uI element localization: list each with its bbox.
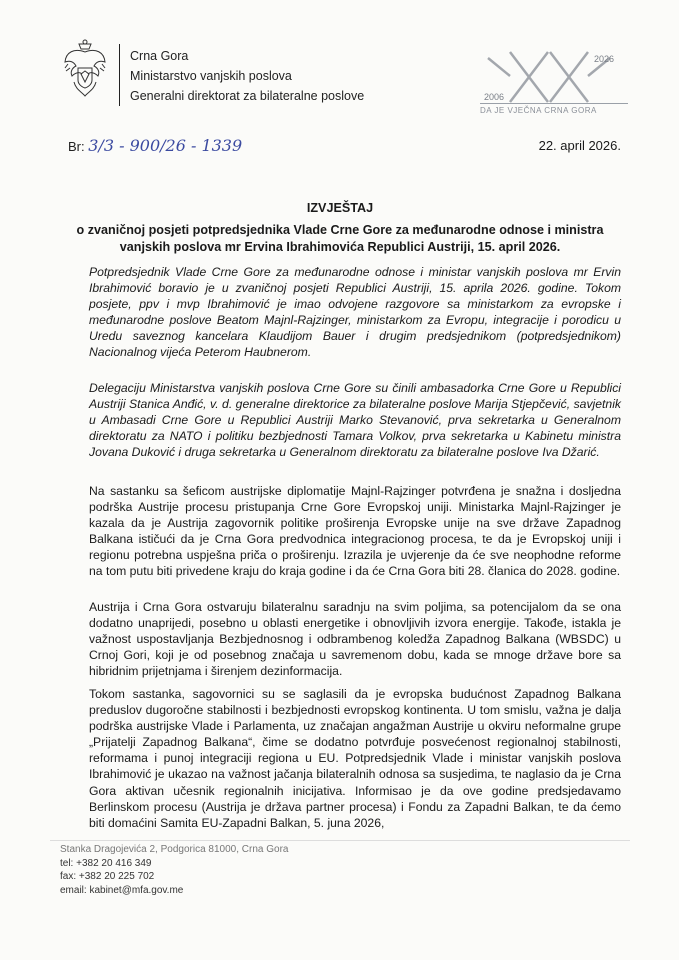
paragraph-regional: Tokom sastanka, sagovornici su se saglasili da je evropska budućnost Zapadnog Balkana preduslov dugoročne stabilnosti i bezbjednosti evropskog kontinenta. U tom smislu, važna je dalja podrška austrijske Vlade i Parlamenta, uz značajan angažman Austrije u okviru neformalne grupe „Prijatelji Zapadnog Balkana“, čime se dodatno potvrđuje posvećenost regionalnoj stabilnosti, reformama i punoj integraciji regiona u EU. Potpredsjednik Vlade i ministar vanjskih poslova Ibrahimović je ukazao na važnost jačanja bilateralnih odnosa sa susjedima, te naglasio da je Crna Gora aktivan učesnik regionalnih inicijativa. Informisao je da ove godine predsjedavamo Berlinskom procesu (Austrija je država partner procesa) i Fondu za Zapadni Balkan, te da ćemo biti domaćini Samita EU-Zapadni Balkan, 5. juna 2026, (89, 687, 621, 830)
document-title: IZVJEŠTAJ (306, 201, 374, 215)
paragraph-bilateral: Austrija i Crna Gora ostvaruju bilateralnu saradnju na svim poljima, sa potencijalom da se ona dodatno unaprijedi, posebno u oblasti energetike i obnovljivih izvora energije. Takođe, istakla je važnost uspostavljanja Bezbjednosnog i odbrambenog koledža Zapadnog Balkana (WBSDC) u Crnoj Gori, koji je od posebnog značaja u savremenom dobu, kada se mnoge države bore sa hibridnim prijetnjama i širenjem dezinformacija. (89, 600, 621, 679)
organization-block (130, 46, 364, 106)
directorate-name: Generalni direktorat za bilateralne poslove (130, 89, 365, 103)
handwritten-reference: 3/3 - 900/26 - 1339 (88, 136, 243, 155)
reference-label: Br: (68, 139, 85, 154)
jubilee-slogan: DA JE VJEČNA CRNA GORA (480, 106, 597, 115)
header-divider (119, 44, 120, 106)
ministry-name: Ministarstvo vanjskih poslova (130, 69, 292, 83)
coat-of-arms-icon (62, 38, 108, 100)
footer-address: Stanka Dragojevića 2, Podgorica 81000, Crna Gora (60, 844, 289, 855)
footer-contact (60, 843, 288, 897)
jubilee-rule (480, 103, 628, 104)
jubilee-year-start: 2006 (484, 92, 505, 102)
paragraph-meeting: Na sastanku sa šeficom austrijske diplomatije Majnl-Rajzinger potvrđena je snažna i dosljedna podrška Austrije procesu pristupanja Crne Gore Evropskoj uniji. Ministarka Majnl-Rajzinger je kazala da je Austrija zagovornik politike proširenja Evropske unije na sve države Zapadnog Balkana ističući da je Crna Gora predvodnica integracionog procesa, te da je Evropskoj uniji i regionu potrebna uspješna priča o proširenju. Izrazila je uvjerenje da će sve neophodne reforme na tom putu biti privedene kraju do kraja godine i da će Crna Gora biti 28. članica do 2028. godine. (89, 484, 621, 579)
paragraph-visit-summary: Potpredsjednik Vlade Crne Gore za međunarodne odnose i ministar vanjskih poslova mr Ervin Ibrahimović boravio je u zvaničnoj posjeti Republici Austriji, 15. aprila 2026. godine. Tokom posjete, ppv i mvp Ibrahimović je imao odvojene razgovore sa ministarkom za evropske i međunarodne poslove Beatom Majnl-Rajzinger, ministarkom za Evropu, integracije i porodicu u Uredu saveznog kancelara Klaudijom Bauer i drugim predsjednikom (potpredsjednikom) Nacionalnog vijeća Peterom Haubnerom. (89, 265, 621, 360)
footer-phone: tel: +382 20 416 349 (60, 857, 152, 869)
footer-divider (50, 840, 630, 841)
footer-email[interactable]: email: kabinet@mfa.gov.me (60, 884, 184, 896)
jubilee-year-end: 2026 (594, 54, 615, 64)
document-subtitle: o zvaničnoj posjeti potpredsjednika Vlade Crne Gore za međunarodne odnose i ministra vanjskih poslova mr Ervina Ibrahimovića Republici Austriji, 15. april 2026. (76, 223, 604, 254)
country-name: Crna Gora (130, 49, 189, 63)
paragraph-delegation: Delegaciju Ministarstva vanjskih poslova Crne Gore su činili ambasadorka Crne Gore u Republici Austriji Stanica Anđić, v. d. generalne direktorice za bilateralne poslove Marija Stjepčević, savjetnik u Ambasadi Crne Gore u Republici Austriji Marko Stevanović, prva sekretarka u Generalnom direktoratu za NATO i politiku bezbjednosti Tamara Volkov, prva sekretarka u Kabinetu ministra Jovana Duković i druga sekretarka u Generalnom direktoratu za bilateralne poslove Iva Džarić. (89, 381, 621, 460)
document-date: 22. april 2026. (538, 138, 621, 153)
footer-fax: fax: +382 20 225 702 (60, 871, 155, 882)
reference-number (68, 136, 242, 155)
